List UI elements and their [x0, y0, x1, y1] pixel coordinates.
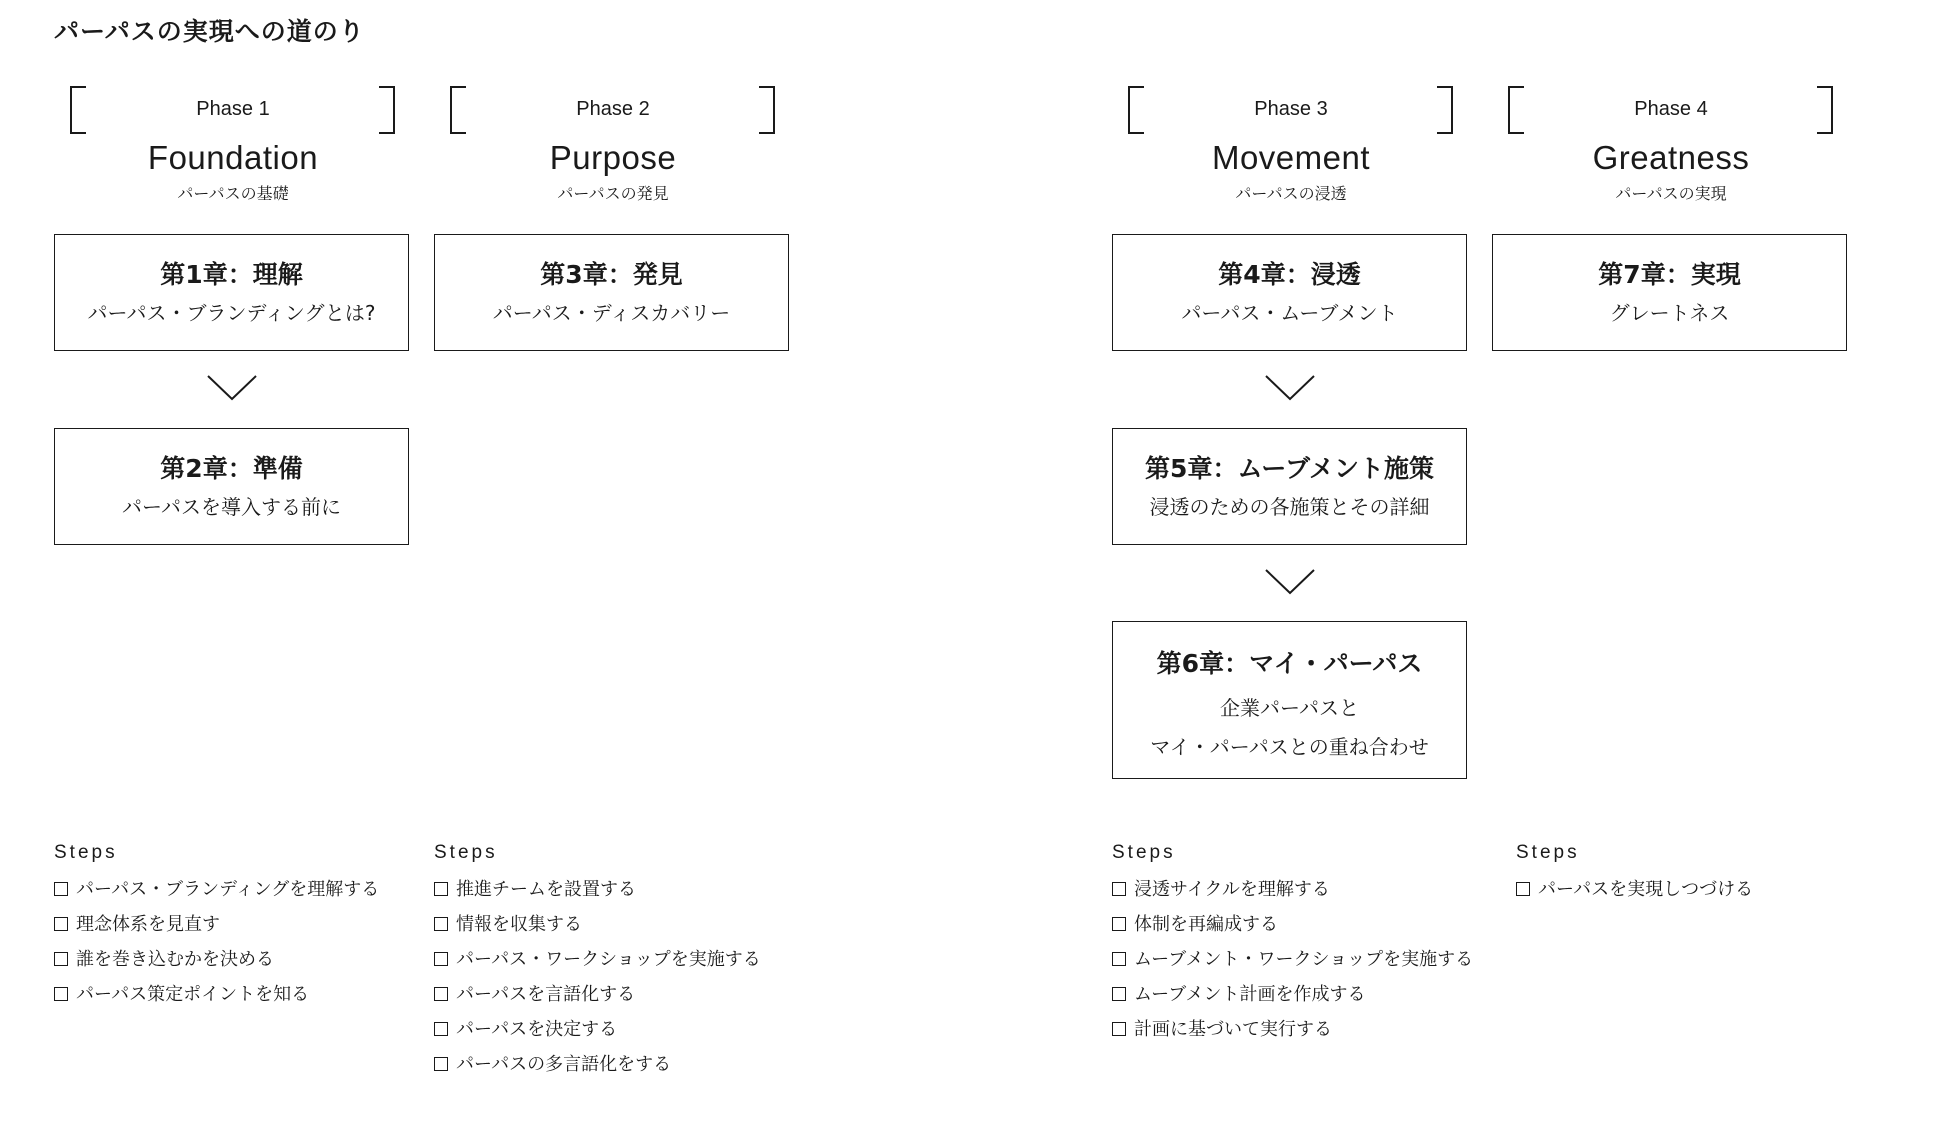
steps-heading: Steps: [54, 842, 118, 863]
chapter-box: [1112, 234, 1467, 351]
steps-heading: Steps: [1112, 842, 1176, 863]
checkbox[interactable]: [1112, 882, 1126, 896]
checkbox[interactable]: [54, 987, 68, 1001]
phase-label: Phase 3: [1254, 98, 1328, 120]
chapter-box: [54, 428, 409, 545]
chevron-down-icon: [1264, 374, 1316, 402]
checkbox[interactable]: [434, 1057, 448, 1071]
checkbox[interactable]: [434, 1022, 448, 1036]
chapter-title: 第1章：理解: [160, 260, 303, 289]
phase-subtitle: パーパスの浸透: [1235, 184, 1347, 203]
checkbox[interactable]: [54, 882, 68, 896]
steps-heading: Steps: [1516, 842, 1580, 863]
step-item: [434, 942, 761, 977]
chapter-title: 第7章：実現: [1598, 260, 1741, 289]
step-item: [434, 1012, 761, 1047]
checkbox[interactable]: [1516, 882, 1530, 896]
chapter-subtitle: 浸透のための各施策とその詳細: [1149, 495, 1430, 519]
chapter-title: 第6章：マイ・パーパス: [1156, 649, 1423, 678]
chapter-subtitle: パーパス・ムーブメント: [1181, 301, 1398, 325]
phase-label: Phase 4: [1634, 98, 1708, 120]
step-label: パーパスを言語化する: [456, 984, 636, 1005]
phase-name: Foundation: [147, 139, 319, 176]
step-item: [434, 907, 761, 942]
steps-list: [1112, 872, 1473, 1047]
step-label: ムーブメント計画を作成する: [1134, 984, 1366, 1005]
step-item: [54, 907, 379, 942]
checkbox[interactable]: [434, 917, 448, 931]
chapter-box: [54, 234, 409, 351]
page-title: パーパスの実現への道のり: [54, 17, 365, 46]
chapter-title: 第5章：ムーブメント施策: [1145, 454, 1434, 483]
steps-list: [434, 872, 761, 1082]
chapter-box: [434, 234, 789, 351]
step-item: [1112, 1012, 1473, 1047]
step-label: ムーブメント・ワークショップを実施する: [1134, 949, 1474, 970]
chapter-title: 第4章：浸透: [1218, 260, 1361, 289]
step-label: パーパス策定ポイントを知る: [76, 984, 310, 1005]
step-item: [54, 942, 379, 977]
checkbox[interactable]: [54, 952, 68, 966]
chapter-subtitle: パーパス・ブランディングとは?: [87, 301, 376, 325]
step-item: [434, 872, 761, 907]
step-label: 計画に基づいて実行する: [1134, 1019, 1332, 1040]
chapter-box: [1112, 621, 1467, 779]
phase-subtitle: パーパスの発見: [557, 184, 669, 203]
phase-name: Greatness: [1592, 139, 1750, 176]
chevron-down-icon: [1264, 568, 1316, 596]
chapter-box: [1112, 428, 1467, 545]
phase-label: Phase 1: [196, 98, 270, 120]
step-item: [1112, 907, 1473, 942]
step-label: 情報を収集する: [456, 914, 582, 935]
checkbox[interactable]: [1112, 987, 1126, 1001]
chapter-subtitle: グレートネス: [1609, 301, 1730, 325]
chapter-title: 第2章：準備: [160, 454, 303, 483]
phase-subtitle: パーパスの実現: [1615, 184, 1727, 203]
checkbox[interactable]: [434, 987, 448, 1001]
step-label: 体制を再編成する: [1134, 914, 1278, 935]
step-label: 誰を巻き込むかを決める: [76, 949, 274, 970]
step-label: パーパス・ワークショップを実施する: [456, 949, 761, 970]
step-item: [54, 872, 379, 907]
checkbox[interactable]: [434, 952, 448, 966]
chevron-down-icon: [206, 374, 258, 402]
chapter-title: 第3章：発見: [540, 260, 683, 289]
chapter-subtitle: マイ・パーパスとの重ね合わせ: [1150, 735, 1429, 759]
checkbox[interactable]: [54, 917, 68, 931]
step-item: [1112, 977, 1473, 1012]
phase-label: Phase 2: [576, 98, 650, 120]
step-label: 推進チームを設置する: [456, 879, 636, 900]
step-item: [1112, 942, 1473, 977]
steps-heading: Steps: [434, 842, 498, 863]
phase-subtitle: パーパスの基礎: [177, 184, 289, 203]
phase-name: Movement: [1211, 139, 1371, 176]
step-item: [54, 977, 379, 1012]
checkbox[interactable]: [1112, 917, 1126, 931]
chapter-subtitle: 企業パーパスと: [1220, 696, 1359, 720]
step-item: [434, 977, 761, 1012]
step-item: [434, 1047, 761, 1082]
phase-name: Purpose: [549, 139, 677, 176]
step-label: パーパスを決定する: [456, 1019, 618, 1040]
step-item: [1112, 872, 1473, 907]
step-item: [1516, 872, 1753, 907]
step-label: パーパスの多言語化をする: [456, 1054, 672, 1075]
chapter-box: [1492, 234, 1847, 351]
step-label: パーパスを実現しつづける: [1538, 879, 1754, 900]
checkbox[interactable]: [434, 882, 448, 896]
steps-list: [54, 872, 379, 1012]
step-label: 浸透サイクルを理解する: [1134, 879, 1330, 900]
chapter-subtitle: パーパスを導入する前に: [122, 495, 341, 519]
steps-list: [1516, 872, 1753, 907]
chapter-subtitle: パーパス・ディスカバリー: [492, 301, 731, 325]
step-label: 理念体系を見直す: [76, 914, 220, 935]
checkbox[interactable]: [1112, 952, 1126, 966]
checkbox[interactable]: [1112, 1022, 1126, 1036]
step-label: パーパス・ブランディングを理解する: [76, 879, 380, 900]
